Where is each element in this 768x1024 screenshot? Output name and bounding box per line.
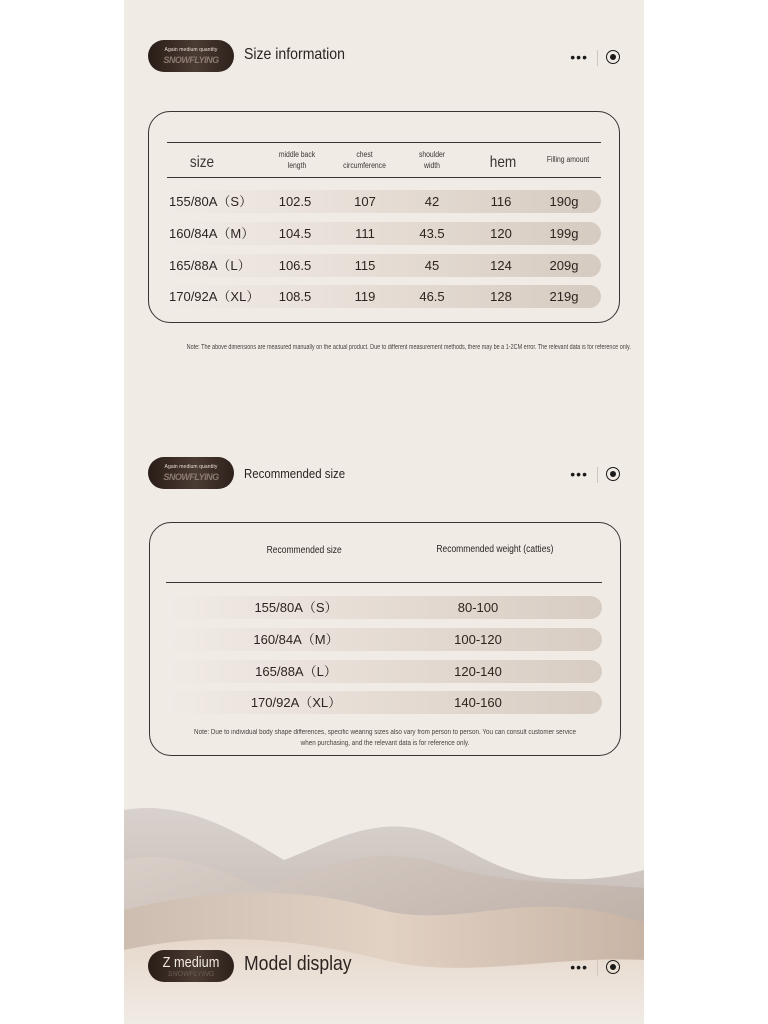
brand-badge-logo: SNOWFLYING <box>163 472 219 482</box>
cell-filling: 219g <box>549 289 579 304</box>
desert-dunes-image <box>124 790 644 1024</box>
brand-badge-top-text: Again medium quantity <box>164 47 218 53</box>
section-title: Recommended size <box>244 466 346 481</box>
cell-size: 165/88A（L） <box>255 664 337 679</box>
recommended-note: Note: Due to individual body shape differences, specific wearing sizes also vary from person to person. You can consult customer service when purchasing, and the relevant data is for reference only. <box>194 729 576 747</box>
more-dots-icon[interactable]: ••• <box>570 466 588 482</box>
size-table-card <box>148 111 620 323</box>
cell-filling: 190g <box>549 194 579 209</box>
brand-badge-logo: SNOWFLYING <box>163 55 219 65</box>
table-row <box>166 628 602 651</box>
cell-hem: 124 <box>490 258 512 273</box>
target-circle-icon[interactable] <box>606 467 620 481</box>
cell-weight: 140-160 <box>454 695 502 710</box>
more-dots-icon[interactable]: ••• <box>570 49 588 65</box>
table-row <box>167 254 601 277</box>
page <box>124 0 644 1024</box>
table-row <box>167 285 601 308</box>
cell-size: 155/80A（S） <box>169 194 253 209</box>
cell-middle-back-length: 102.5 <box>278 194 312 209</box>
cell-size: 160/84A（M） <box>253 632 339 647</box>
divider <box>597 50 598 66</box>
cell-filling: 209g <box>549 258 579 273</box>
header-shoulder-width: shoulder width <box>418 150 446 170</box>
cell-size: 170/92A（XL） <box>169 289 260 304</box>
size-note: Note: The above dimensions are measured manually on the actual product. Due to different measurement methods, there may be a 1-2CM error. The relevant data is for reference only. <box>186 344 631 351</box>
cell-hem: 120 <box>490 226 512 241</box>
target-circle-icon[interactable] <box>606 50 620 64</box>
cell-middle-back-length: 108.5 <box>278 289 312 304</box>
cell-size: 165/88A（L） <box>169 258 251 273</box>
brand-badge-text: Z medium <box>162 954 220 971</box>
cell-size: 170/92A（XL） <box>250 695 342 710</box>
table-row <box>167 222 601 245</box>
divider <box>597 960 598 976</box>
cell-hem: 128 <box>490 289 512 304</box>
header-recommended-weight: Recommended weight (catties) <box>436 544 554 555</box>
target-circle-icon[interactable] <box>606 960 620 974</box>
header-chest-circumference: chest circumference <box>343 150 386 170</box>
cell-chest: 107 <box>354 194 376 209</box>
cell-filling: 199g <box>549 226 579 241</box>
table-row <box>166 596 602 619</box>
brand-badge <box>148 457 234 489</box>
cell-weight: 80-100 <box>457 600 499 615</box>
cell-shoulder: 42 <box>424 194 440 209</box>
divider <box>597 467 598 483</box>
table-row <box>166 660 602 683</box>
header-size: size <box>189 154 215 171</box>
brand-badge-top-text: Again medium quantity <box>164 464 218 470</box>
more-dots-icon[interactable]: ••• <box>570 959 588 975</box>
cell-shoulder: 46.5 <box>419 289 445 304</box>
cell-middle-back-length: 104.5 <box>278 226 312 241</box>
cell-middle-back-length: 106.5 <box>278 258 312 273</box>
brand-badge-logo: SNOWFLYING <box>167 971 215 978</box>
header-recommended-size: Recommended size <box>266 545 342 556</box>
cell-chest: 119 <box>354 289 376 304</box>
header-filling-amount: Filling amount <box>546 155 590 164</box>
brand-badge <box>148 950 234 982</box>
cell-size: 160/84A（M） <box>169 226 255 241</box>
section-header-size-information <box>148 40 620 74</box>
cell-chest: 115 <box>354 258 376 273</box>
cell-shoulder: 43.5 <box>419 226 445 241</box>
section-title: Model display <box>244 953 352 975</box>
cell-shoulder: 45 <box>424 258 440 273</box>
table-row <box>167 190 601 213</box>
size-table-header <box>167 142 601 178</box>
cell-chest: 111 <box>355 226 375 241</box>
section-header-recommended-size <box>148 457 620 491</box>
cell-weight: 100-120 <box>454 632 502 647</box>
cell-hem: 116 <box>490 194 512 209</box>
table-row <box>166 691 602 714</box>
section-title: Size information <box>244 46 345 63</box>
header-middle-back-length: middle back length <box>278 150 316 170</box>
header-hem: hem <box>489 154 517 171</box>
cell-weight: 120-140 <box>454 664 502 679</box>
brand-badge <box>148 40 234 72</box>
header-rule <box>166 582 602 583</box>
recommended-table-card <box>149 522 621 756</box>
section-header-model-display <box>148 950 620 984</box>
cell-size: 155/80A（S） <box>254 600 338 615</box>
